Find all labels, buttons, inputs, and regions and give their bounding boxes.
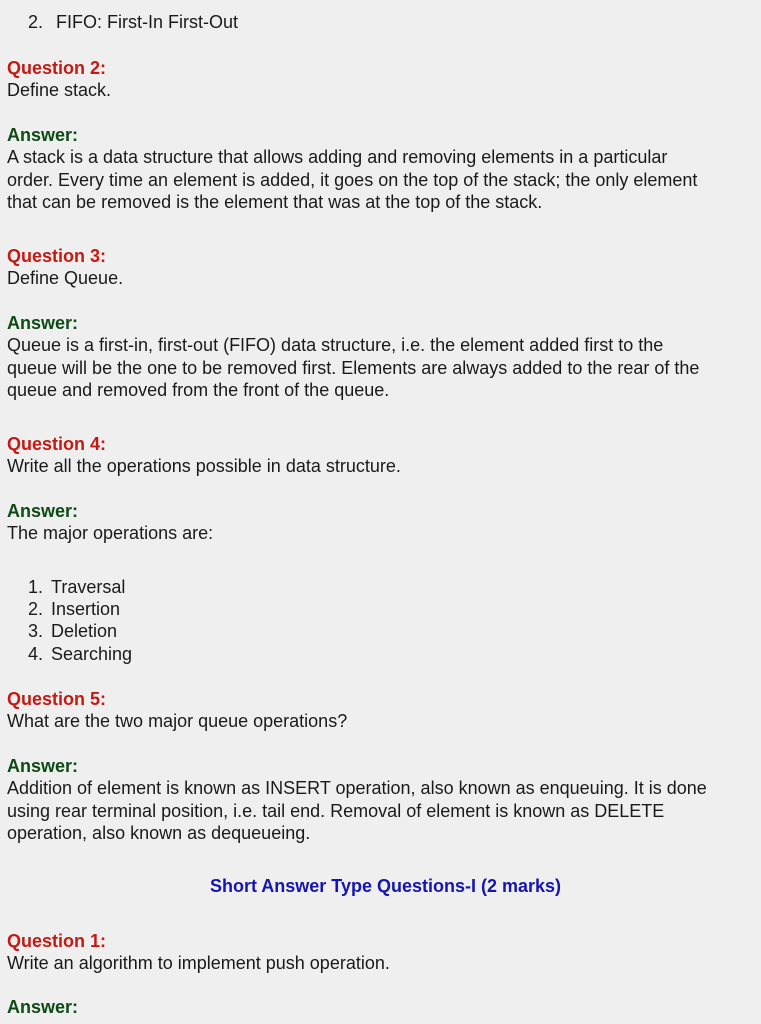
- question-text: Write an algorithm to implement push operation.: [7, 953, 390, 973]
- answer-line: The major operations are:: [7, 523, 214, 543]
- question-label: Question 4:: [7, 434, 107, 454]
- answer-text: [7, 334, 757, 402]
- answer-text: [7, 146, 757, 214]
- list-text: Traversal: [51, 577, 126, 597]
- list-text: FIFO: First-In First-Out: [56, 12, 239, 32]
- list-text: Deletion: [51, 621, 118, 641]
- answer-text: [7, 522, 757, 545]
- question-label: Question 3:: [7, 246, 107, 266]
- section-heading: Short Answer Type Questions-I (2 marks): [209, 876, 562, 896]
- answer-line: Queue is a first-in, first-out (FIFO) data structure, i.e. the element added first to the: [7, 335, 664, 355]
- question-text: Define Queue.: [7, 268, 124, 288]
- answer-line: operation, also known as dequeueing.: [7, 823, 311, 843]
- answer-line: queue and removed from the front of the queue.: [7, 380, 390, 400]
- question-label: Question 1:: [7, 931, 107, 951]
- question-text: What are the two major queue operations?: [7, 711, 348, 731]
- list-number: 3.: [27, 621, 43, 641]
- question-text: Write all the operations possible in data structure.: [7, 456, 401, 476]
- question-label: Question 2:: [7, 58, 107, 78]
- question-text: Define stack.: [7, 80, 112, 100]
- list-item: [0, 11, 238, 34]
- answer-label: Answer:: [7, 313, 79, 333]
- list-number: 1.: [27, 577, 43, 597]
- question-label: Question 5:: [7, 689, 107, 709]
- list-number: 4.: [27, 644, 43, 664]
- answer-label: Answer:: [7, 756, 79, 776]
- list-text: Searching: [51, 644, 133, 664]
- list-item: [0, 643, 132, 666]
- answer-line: Addition of element is known as INSERT operation, also known as enqueuing. It is done: [7, 778, 707, 798]
- answer-label: Answer:: [7, 125, 79, 145]
- list-number: 2.: [27, 12, 43, 32]
- answer-label: Answer:: [7, 997, 79, 1017]
- list-number: 2.: [27, 599, 43, 619]
- answer-label: Answer:: [7, 501, 79, 521]
- answer-line: using rear terminal position, i.e. tail end. Removal of element is known as DELETE: [7, 800, 665, 821]
- list-item: [0, 576, 125, 599]
- answer-text: [7, 777, 757, 845]
- answer-line: queue will be the one to be removed first. Elements are always added to the rear of the: [7, 357, 700, 378]
- list-item: [0, 620, 117, 643]
- answer-line: A stack is a data structure that allows adding and removing elements in a particular: [7, 147, 668, 167]
- answer-line: order. Every time an element is added, it goes on the top of the stack; the only element: [7, 169, 698, 190]
- list-text: Insertion: [51, 599, 121, 619]
- list-item: [0, 598, 120, 621]
- answer-line: that can be removed is the element that was at the top of the stack.: [7, 192, 543, 212]
